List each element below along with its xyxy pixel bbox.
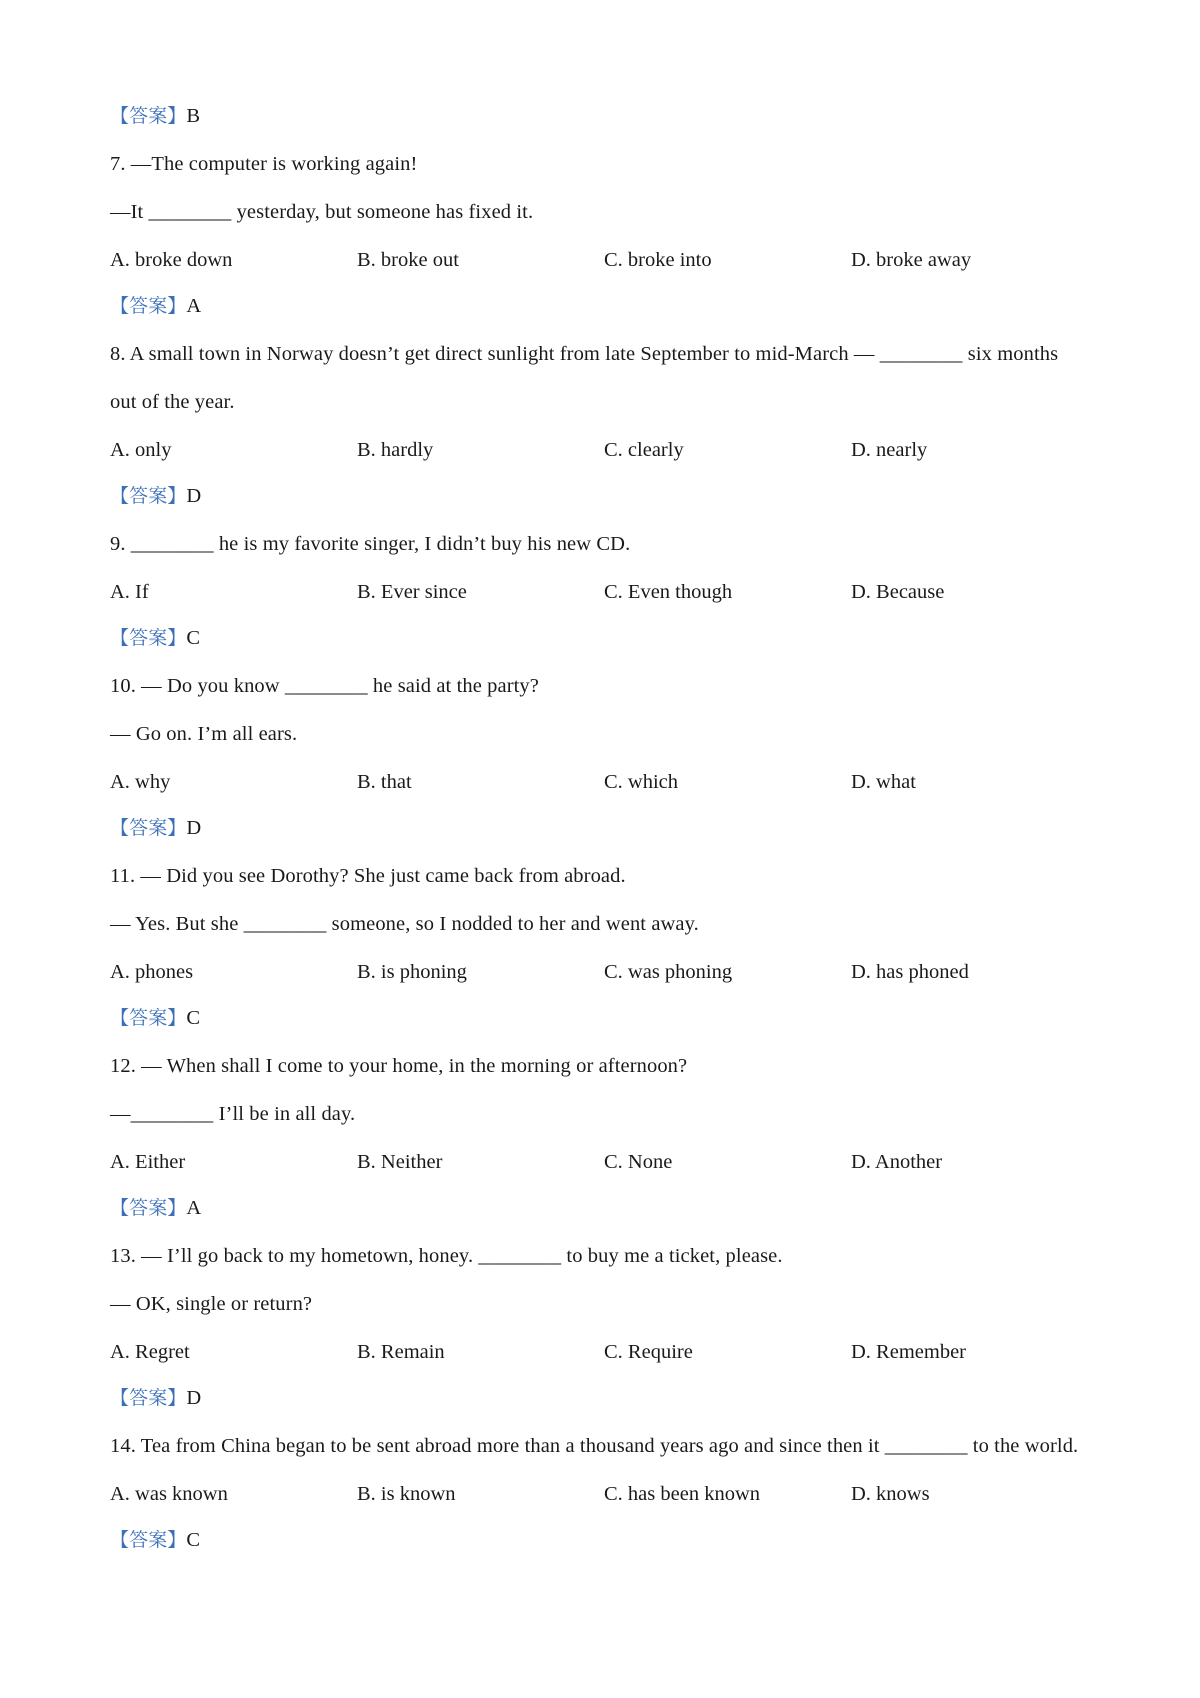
question-7-option-c: C. broke into xyxy=(604,249,712,271)
question-10-option-d: D. what xyxy=(851,771,916,793)
answer-tag: 【答案】 xyxy=(110,485,187,507)
answer-line-9 xyxy=(110,625,200,651)
answer-tag: 【答案】 xyxy=(110,817,187,839)
question-8-line-1: 8. A small town in Norway doesn’t get direct sunlight from late September to mid-March — ________ six months xyxy=(110,343,1059,365)
answer-value: D xyxy=(186,817,202,839)
answer-line-12 xyxy=(110,1195,201,1221)
answer-value: C xyxy=(186,627,201,649)
question-14-option-d: D. knows xyxy=(851,1483,930,1505)
answer-value: D xyxy=(186,1387,202,1409)
question-7-option-a: A. broke down xyxy=(110,249,233,271)
question-12-option-b: B. Neither xyxy=(357,1151,443,1173)
answer-tag: 【答案】 xyxy=(110,1387,187,1409)
answer-value: A xyxy=(186,1197,202,1219)
question-11-option-b: B. is phoning xyxy=(357,961,467,983)
question-8-line-2: out of the year. xyxy=(110,391,235,413)
question-7-line-1: 7. —The computer is working again! xyxy=(110,153,418,175)
answer-line-6 xyxy=(110,103,200,129)
question-8-option-a: A. only xyxy=(110,439,172,461)
question-13-option-d: D. Remember xyxy=(851,1341,966,1363)
question-11-option-d: D. has phoned xyxy=(851,961,969,983)
question-11-option-c: C. was phoning xyxy=(604,961,733,983)
answer-line-14 xyxy=(110,1527,200,1553)
answer-value: D xyxy=(186,485,202,507)
question-9-option-c: C. Even though xyxy=(604,581,733,603)
question-14-line-1: 14. Tea from China began to be sent abroad more than a thousand years ago and since then it ________ to the world. xyxy=(110,1435,1079,1457)
question-9-option-d: D. Because xyxy=(851,581,945,603)
question-11-line-1: 11. — Did you see Dorothy? She just came back from abroad. xyxy=(110,865,626,887)
question-12-line-1: 12. — When shall I come to your home, in the morning or afternoon? xyxy=(110,1055,688,1077)
answer-line-10 xyxy=(110,815,201,841)
answer-tag: 【答案】 xyxy=(110,1197,187,1219)
question-13-line-2: — OK, single or return? xyxy=(110,1293,313,1315)
question-13-line-1: 13. — I’ll go back to my hometown, honey. ________ to buy me a ticket, please. xyxy=(110,1245,783,1267)
question-9-option-a: A. If xyxy=(110,581,149,603)
question-7-line-2: —It ________ yesterday, but someone has fixed it. xyxy=(110,201,534,223)
question-8-option-d: D. nearly xyxy=(851,439,928,461)
question-8-option-c: C. clearly xyxy=(604,439,684,461)
question-12-option-a: A. Either xyxy=(110,1151,186,1173)
answer-line-8 xyxy=(110,483,201,509)
question-11-line-2: — Yes. But she ________ someone, so I nodded to her and went away. xyxy=(110,913,699,935)
question-10-option-b: B. that xyxy=(357,771,412,793)
answer-value: C xyxy=(186,1529,201,1551)
answer-value: C xyxy=(186,1007,201,1029)
question-9-line-1: 9. ________ he is my favorite singer, I didn’t buy his new CD. xyxy=(110,533,631,555)
answer-line-11 xyxy=(110,1005,200,1031)
answer-tag: 【答案】 xyxy=(110,1007,187,1029)
answer-line-7 xyxy=(110,293,201,319)
question-11-option-a: A. phones xyxy=(110,961,194,983)
answer-tag: 【答案】 xyxy=(110,1529,187,1551)
question-13-option-c: C. Require xyxy=(604,1341,693,1363)
answer-tag: 【答案】 xyxy=(110,295,187,317)
answer-value: B xyxy=(186,105,201,127)
question-12-option-d: D. Another xyxy=(851,1151,943,1173)
question-10-line-1: 10. — Do you know ________ he said at the party? xyxy=(110,675,539,697)
question-10-option-c: C. which xyxy=(604,771,679,793)
question-14-option-b: B. is known xyxy=(357,1483,456,1505)
question-9-option-b: B. Ever since xyxy=(357,581,467,603)
question-7-option-d: D. broke away xyxy=(851,249,972,271)
answer-tag: 【答案】 xyxy=(110,627,187,649)
question-12-line-2: —________ I’ll be in all day. xyxy=(110,1103,356,1125)
answer-line-13 xyxy=(110,1385,201,1411)
question-10-option-a: A. why xyxy=(110,771,171,793)
question-13-option-b: B. Remain xyxy=(357,1341,445,1363)
question-14-option-a: A. was known xyxy=(110,1483,228,1505)
question-12-option-c: C. None xyxy=(604,1151,673,1173)
question-10-line-2: — Go on. I’m all ears. xyxy=(110,723,298,745)
answer-value: A xyxy=(186,295,202,317)
question-13-option-a: A. Regret xyxy=(110,1341,190,1363)
question-14-option-c: C. has been known xyxy=(604,1483,761,1505)
question-7-option-b: B. broke out xyxy=(357,249,459,271)
question-8-option-b: B. hardly xyxy=(357,439,434,461)
answer-tag: 【答案】 xyxy=(110,105,187,127)
